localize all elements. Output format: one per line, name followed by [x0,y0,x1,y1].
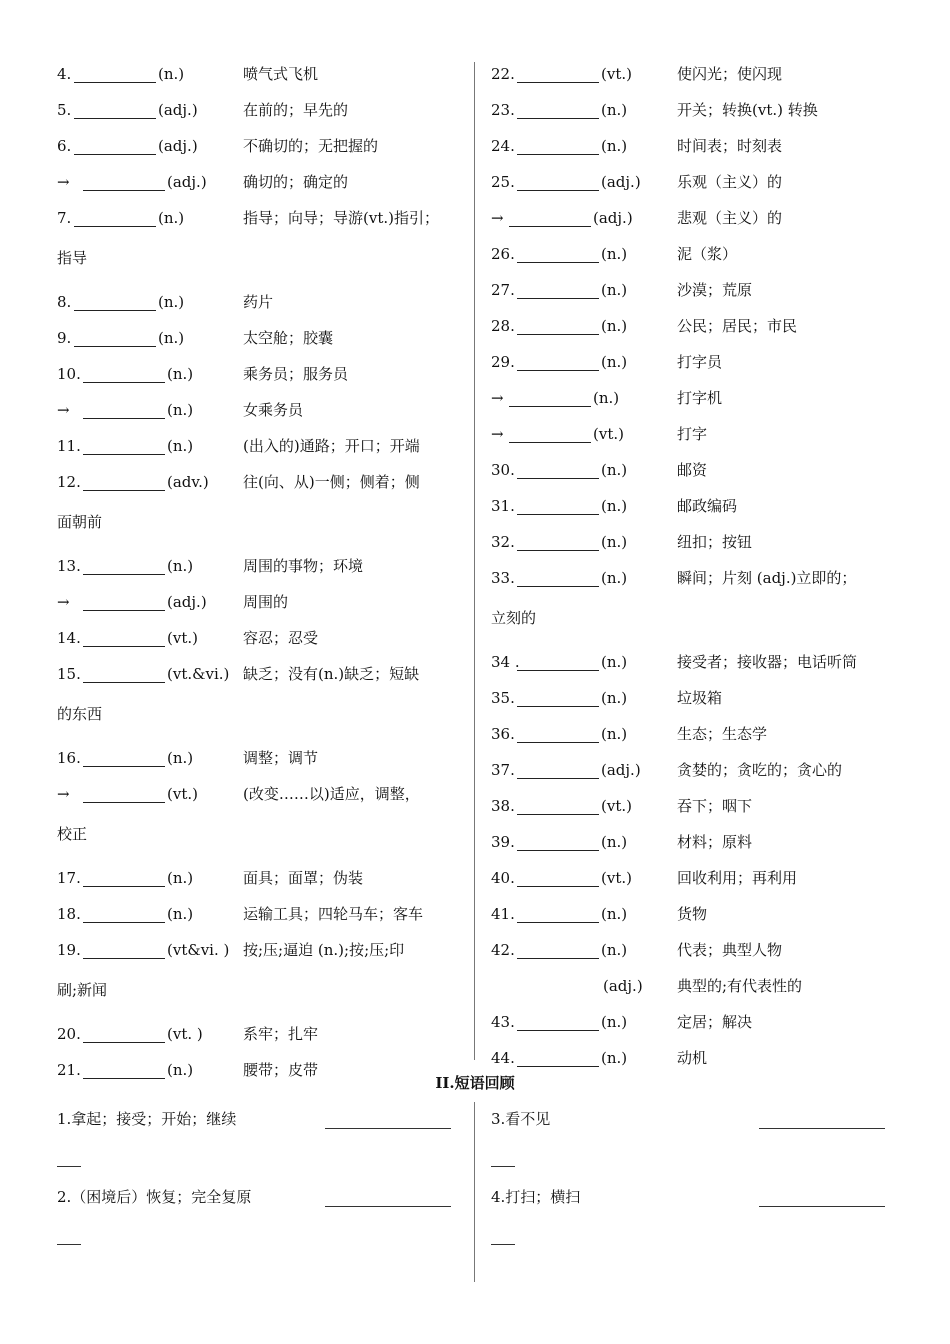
meaning: 面具；面罩；伪装 [243,869,364,887]
part-of-speech: (n.) [167,557,194,575]
vocab-row [491,128,901,164]
answer-blank[interactable] [74,346,156,347]
item-number: 20. [57,1025,81,1043]
answer-blank[interactable] [83,766,165,767]
vocab-row [57,356,462,392]
meaning: 缺乏；没有(n.)缺乏；短缺 [243,665,420,683]
phrase-answer-blank[interactable] [325,1206,451,1207]
meaning: (改变……以)适应，调整， [243,785,420,803]
vocab-row [491,200,901,236]
item-number: 14. [57,629,81,647]
meaning: 打字机 [677,389,723,407]
answer-blank[interactable] [517,370,599,371]
vocab-row [491,680,901,716]
vocab-row [491,1004,901,1040]
item-number: 33. [491,569,515,587]
vocab-row [57,56,462,92]
item-number: 39. [491,833,515,851]
vocab-row [491,932,901,968]
part-of-speech: (n.) [167,905,194,923]
answer-blank[interactable] [83,382,165,383]
item-number: → [57,401,70,419]
vocab-row [491,56,901,92]
vocab-row [57,860,462,896]
part-of-speech: (adj.) [158,137,198,155]
part-of-speech: (n.) [158,329,185,347]
vocab-row [57,200,462,284]
meaning: 回收利用；再利用 [677,869,798,887]
part-of-speech: (n.) [601,941,628,959]
vocab-row [57,1016,462,1052]
answer-blank[interactable] [517,118,599,119]
phrase-item [491,1182,891,1260]
vocab-row [491,272,901,308]
meaning: 使闪光；使闪现 [677,65,783,83]
vocab-row [57,776,462,860]
answer-blank[interactable] [517,958,599,959]
part-of-speech: (n.) [601,569,628,587]
part-of-speech: (n.) [593,389,620,407]
part-of-speech: (n.) [601,833,628,851]
vocab-row [491,968,901,1004]
answer-blank[interactable] [74,82,156,83]
part-of-speech: (n.) [158,65,185,83]
part-of-speech: (vt.) [601,797,632,815]
answer-blank[interactable] [517,886,599,887]
item-number: 21. [57,1061,81,1079]
item-number: 24. [491,137,515,155]
part-of-speech: (adv.) [167,473,209,491]
meaning: 时间表；时刻表 [677,137,783,155]
vocab-row [491,380,901,416]
meaning: 悲观（主义）的 [677,209,783,227]
item-number: → [57,593,70,611]
vocab-row [491,1040,901,1076]
meaning: 沙漠；荒原 [677,281,753,299]
vocab-row [57,428,462,464]
meaning: 邮政编码 [677,497,738,515]
meaning: 在前的；早先的 [243,101,349,119]
meaning: 太空舱；胶囊 [243,329,334,347]
vocab-row [491,896,901,932]
part-of-speech: (n.) [601,725,628,743]
answer-blank[interactable] [517,82,599,83]
item-number: 40. [491,869,515,887]
vocab-row [57,584,462,620]
item-number: 7. [57,209,72,227]
meaning: 药片 [243,293,274,311]
part-of-speech: (n.) [601,137,628,155]
vocab-row [57,548,462,584]
phrase-text: 2.（困境后）恢复；完全复原 [57,1188,252,1206]
meaning-continued: 校正 [57,825,88,843]
item-number: 31. [491,497,515,515]
answer-blank[interactable] [83,886,165,887]
vocab-row [491,560,901,644]
vocab-row [57,896,462,932]
part-of-speech: (vt.) [167,629,198,647]
part-of-speech: (vt.&vi.) [167,665,230,683]
item-number: → [57,785,70,803]
phrase-answer-blank[interactable] [325,1128,451,1129]
answer-blank[interactable] [83,190,165,191]
part-of-speech: (n.) [167,869,194,887]
meaning: 容忍；忍受 [243,629,319,647]
vocab-row [491,824,901,860]
item-number: 18. [57,905,81,923]
part-of-speech: (n.) [601,245,628,263]
answer-blank[interactable] [517,706,599,707]
vocab-column-left [57,56,462,1088]
answer-blank[interactable] [517,742,599,743]
meaning: (出入的)通路；开口；开端 [243,437,420,455]
vocab-row [491,860,901,896]
vocab-row [491,716,901,752]
column-divider [474,62,475,1060]
item-number: 43. [491,1013,515,1031]
meaning: 典型的;有代表性的 [677,977,803,995]
answer-blank[interactable] [517,850,599,851]
item-number: 44. [491,1049,515,1067]
part-of-speech: (n.) [601,905,628,923]
item-number: 4. [57,65,72,83]
meaning: 按;压;逼迫 (n.);按;压;印 [243,941,405,959]
answer-blank[interactable] [517,190,599,191]
vocab-row [491,788,901,824]
part-of-speech: (n.) [601,689,628,707]
vocab-row [57,164,462,200]
part-of-speech: (vt. ) [167,1025,203,1043]
meaning: 公民；居民；市民 [677,317,798,335]
answer-blank[interactable] [74,226,156,227]
meaning: 周围的 [243,593,289,611]
part-of-speech: (n.) [601,653,628,671]
meaning: 腰带；皮带 [243,1061,319,1079]
answer-blank[interactable] [517,1066,599,1067]
answer-blank[interactable] [83,922,165,923]
meaning: 乘务员；服务员 [243,365,349,383]
meaning: 指导；向导；导游(vt.)指引； [243,209,439,227]
item-number: 22. [491,65,515,83]
vocab-row [57,284,462,320]
part-of-speech: (n.) [167,1061,194,1079]
meaning: 运输工具；四轮马车；客车 [243,905,424,923]
part-of-speech: (vt.) [593,425,624,443]
item-number: 12. [57,473,81,491]
vocab-column-right [491,56,901,1076]
meaning: 系牢；扎牢 [243,1025,319,1043]
part-of-speech: (adj.) [593,209,633,227]
item-number: 8. [57,293,72,311]
part-of-speech: (adj.) [167,173,207,191]
part-of-speech: (vt.) [601,869,632,887]
item-number: 26. [491,245,515,263]
answer-blank[interactable] [517,670,599,671]
part-of-speech: (vt.) [601,65,632,83]
answer-blank[interactable] [517,814,599,815]
meaning: 贪婪的；贪吃的；贪心的 [677,761,843,779]
part-of-speech: (n.) [167,749,194,767]
vocab-row [57,128,462,164]
part-of-speech: (adj.) [601,761,641,779]
item-number: 27. [491,281,515,299]
meaning: 生态；生态学 [677,725,768,743]
answer-blank[interactable] [517,922,599,923]
meaning: 代表；典型人物 [677,941,783,959]
vocab-row [57,620,462,656]
vocab-row [491,488,901,524]
phrase-text: 4.打扫；横扫 [491,1188,581,1206]
answer-blank[interactable] [83,1042,165,1043]
meaning: 瞬间；片刻 (adj.)立即的； [677,569,857,587]
meaning: 材料；原料 [677,833,753,851]
vocab-row [57,656,462,740]
part-of-speech: (n.) [158,209,185,227]
part-of-speech: (n.) [601,497,628,515]
part-of-speech: (n.) [601,1049,628,1067]
meaning: 往(向、从)一侧；侧着；侧 [243,473,420,491]
part-of-speech: (n.) [601,281,628,299]
phrase-text: 1.拿起；接受；开始；继续 [57,1110,237,1128]
item-number: 32. [491,533,515,551]
phrase-answer-blank-tail[interactable] [57,1244,81,1245]
vocab-row [491,164,901,200]
part-of-speech: (n.) [601,1013,628,1031]
answer-blank[interactable] [74,154,156,155]
meaning-continued: 面朝前 [57,513,103,531]
meaning: 货物 [677,905,708,923]
vocab-row [491,524,901,560]
part-of-speech: (adj.) [167,593,207,611]
answer-blank[interactable] [74,310,156,311]
meaning: 吞下；咽下 [677,797,753,815]
answer-blank[interactable] [509,442,591,443]
meaning-continued: 刷;新闻 [57,981,108,999]
answer-blank[interactable] [83,802,165,803]
item-number: 13. [57,557,81,575]
meaning-continued: 指导 [57,249,88,267]
vocab-row [491,644,901,680]
vocab-row [491,92,901,128]
answer-blank[interactable] [74,118,156,119]
meaning: 泥（浆） [677,245,738,263]
part-of-speech: (vt.) [167,785,198,803]
phrase-item [491,1104,891,1182]
part-of-speech: (n.) [601,101,628,119]
answer-blank[interactable] [517,550,599,551]
meaning: 定居；解决 [677,1013,753,1031]
answer-blank[interactable] [517,1030,599,1031]
meaning: 不确切的；无把握的 [243,137,379,155]
meaning: 确切的；确定的 [243,173,349,191]
meaning: 接受者；接收器；电话听筒 [677,653,858,671]
meaning: 动机 [677,1049,708,1067]
meaning: 周围的事物；环境 [243,557,364,575]
answer-blank[interactable] [83,610,165,611]
item-number: 35. [491,689,515,707]
vocab-row [491,416,901,452]
vocab-row [491,752,901,788]
vocab-row [57,392,462,428]
part-of-speech: (n.) [601,533,628,551]
answer-blank[interactable] [517,154,599,155]
part-of-speech: (n.) [601,317,628,335]
vocab-row [57,464,462,548]
answer-blank[interactable] [517,586,599,587]
item-number: 37. [491,761,515,779]
answer-blank[interactable] [83,682,165,683]
part-of-speech: (n.) [167,401,194,419]
answer-blank[interactable] [83,646,165,647]
vocab-row [491,236,901,272]
item-number: 17. [57,869,81,887]
part-of-speech: (adj.) [601,173,641,191]
meaning: 乐观（主义）的 [677,173,783,191]
part-of-speech: (n.) [601,461,628,479]
item-number: 38. [491,797,515,815]
item-number: 34 . [491,653,520,671]
part-of-speech: (n.) [167,437,194,455]
item-number: 9. [57,329,72,347]
item-number: → [57,173,70,191]
section-title: II.短语回顾 [435,1074,515,1092]
item-number: 25. [491,173,515,191]
item-number: 5. [57,101,72,119]
part-of-speech: (adj.) [603,977,643,995]
phrase-answer-blank-tail[interactable] [57,1166,81,1167]
item-number: 36. [491,725,515,743]
item-number: → [491,425,504,443]
item-number: → [491,389,504,407]
meaning: 开关；转换(vt.) 转换 [677,101,818,119]
meaning: 打字 [677,425,708,443]
item-number: 11. [57,437,81,455]
item-number: 29. [491,353,515,371]
answer-blank[interactable] [83,418,165,419]
vocab-row [491,344,901,380]
answer-blank[interactable] [517,778,599,779]
phrase-item [57,1182,457,1260]
answer-blank[interactable] [509,226,591,227]
answer-blank[interactable] [83,958,165,959]
answer-blank[interactable] [509,406,591,407]
vocab-row [57,932,462,1016]
vocab-row [57,740,462,776]
vocab-row [491,452,901,488]
item-number: → [491,209,504,227]
phrase-text: 3.看不见 [491,1110,551,1128]
answer-blank[interactable] [517,262,599,263]
answer-blank[interactable] [517,478,599,479]
meaning: 女乘务员 [243,401,304,419]
item-number: 23. [491,101,515,119]
answer-blank[interactable] [517,514,599,515]
phrase-item [57,1104,457,1182]
meaning-continued: 的东西 [57,705,103,723]
item-number: 16. [57,749,81,767]
phrase-column-left [57,1104,457,1260]
answer-blank[interactable] [83,454,165,455]
answer-blank[interactable] [83,574,165,575]
item-number: 15. [57,665,81,683]
part-of-speech: (n.) [158,293,185,311]
part-of-speech: (vt&vi. ) [167,941,230,959]
part-of-speech: (n.) [601,353,628,371]
item-number: 19. [57,941,81,959]
phrase-answer-blank-tail[interactable] [491,1244,515,1245]
meaning: 邮资 [677,461,708,479]
item-number: 28. [491,317,515,335]
phrase-answer-blank-tail[interactable] [491,1166,515,1167]
phrase-answer-blank[interactable] [759,1128,885,1129]
vocab-row [491,308,901,344]
part-of-speech: (adj.) [158,101,198,119]
phrase-answer-blank[interactable] [759,1206,885,1207]
vocab-row [57,92,462,128]
phrase-column-right [491,1104,891,1260]
meaning-continued: 立刻的 [491,609,537,627]
item-number: 42. [491,941,515,959]
meaning: 垃圾箱 [677,689,723,707]
answer-blank[interactable] [517,298,599,299]
meaning: 打字员 [677,353,723,371]
item-number: 30. [491,461,515,479]
answer-blank[interactable] [83,490,165,491]
answer-blank[interactable] [517,334,599,335]
vocab-row [57,320,462,356]
meaning: 调整；调节 [243,749,319,767]
item-number: 6. [57,137,72,155]
item-number: 10. [57,365,81,383]
part-of-speech: (n.) [167,365,194,383]
meaning: 纽扣；按钮 [677,533,753,551]
meaning: 喷气式飞机 [243,65,319,83]
phrase-divider [474,1102,475,1282]
item-number: 41. [491,905,515,923]
